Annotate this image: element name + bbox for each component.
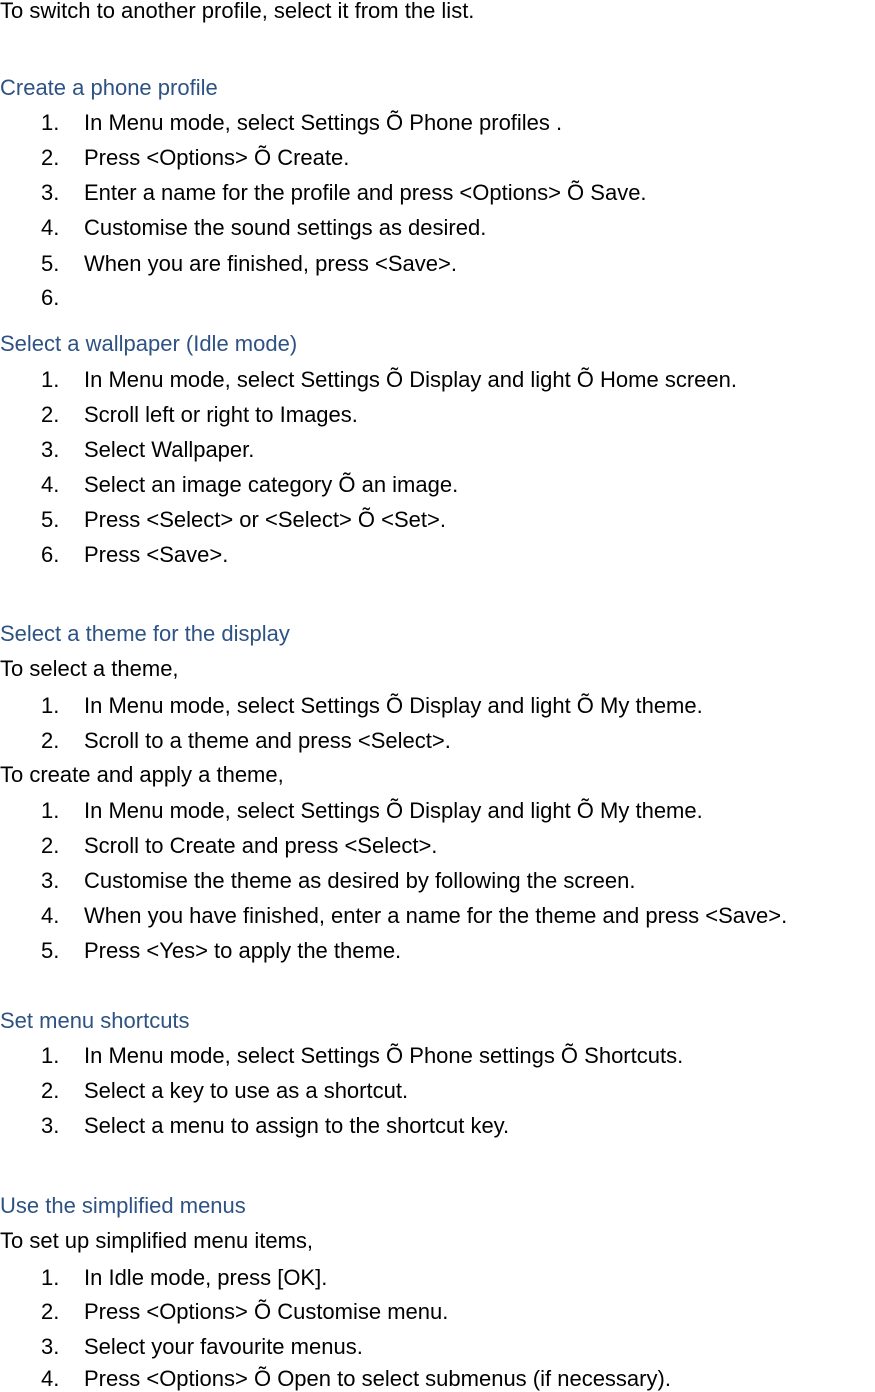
intro-text: To switch to another profile, select it from the list.: [0, 0, 475, 23]
step-text: In Menu mode, select Settings Õ Phone profiles .: [84, 110, 563, 135]
step-number: 5.: [41, 938, 60, 963]
step-number: 2.: [41, 728, 60, 753]
heading-set-menu-shortcuts: Set menu shortcuts: [0, 1008, 190, 1033]
step-number: 6.: [41, 542, 60, 567]
step-number: 3.: [41, 1334, 60, 1359]
heading-simplified-menus: Use the simplified menus: [0, 1193, 246, 1218]
step-text: Enter a name for the profile and press <Options> Õ Save.: [84, 180, 647, 205]
step-text: Customise the sound settings as desired.: [84, 215, 487, 240]
step-text: Select your favourite menus.: [84, 1334, 363, 1359]
step-text: In Menu mode, select Settings Õ Display and light Õ My theme.: [84, 798, 703, 823]
step-text: Press <Options> Õ Customise menu.: [84, 1299, 449, 1324]
simplified-intro: To set up simplified menu items,: [0, 1228, 314, 1253]
step-text: Press <Save>.: [84, 542, 229, 567]
theme-intro-create: To create and apply a theme,: [0, 762, 284, 787]
step-number: 1.: [41, 798, 60, 823]
step-number: 1.: [41, 693, 60, 718]
theme-intro-select: To select a theme,: [0, 656, 179, 681]
step-number: 2.: [41, 1078, 60, 1103]
step-text: In Menu mode, select Settings Õ Phone settings Õ Shortcuts.: [84, 1043, 684, 1068]
step-text: In Menu mode, select Settings Õ Display and light Õ Home screen.: [84, 367, 737, 392]
step-number: 3.: [41, 868, 60, 893]
step-text: Select a menu to assign to the shortcut key.: [84, 1113, 510, 1138]
step-text: Press <Yes> to apply the theme.: [84, 938, 402, 963]
step-number: 1.: [41, 1265, 60, 1290]
step-number: 3.: [41, 180, 60, 205]
step-number: 3.: [41, 1113, 60, 1138]
step-text: Select a key to use as a shortcut.: [84, 1078, 409, 1103]
step-number: 1.: [41, 110, 60, 135]
step-text: In Idle mode, press [OK].: [84, 1265, 328, 1290]
step-text: When you are finished, press <Save>.: [84, 251, 457, 276]
step-number: 5.: [41, 251, 60, 276]
step-number: 4.: [41, 215, 60, 240]
step-number: 2.: [41, 833, 60, 858]
step-number: 1.: [41, 1043, 60, 1068]
step-text: Scroll to a theme and press <Select>.: [84, 728, 451, 753]
step-number: 2.: [41, 145, 60, 170]
step-number: 5.: [41, 507, 60, 532]
heading-select-wallpaper: Select a wallpaper (Idle mode): [0, 331, 298, 356]
step-text: When you have finished, enter a name for the theme and press <Save>.: [84, 903, 788, 928]
step-number: 6.: [41, 285, 60, 310]
step-number: 1.: [41, 367, 60, 392]
step-text: In Menu mode, select Settings Õ Display and light Õ My theme.: [84, 693, 703, 718]
step-number: 3.: [41, 437, 60, 462]
step-text: Select Wallpaper.: [84, 437, 255, 462]
step-text: Press <Options> Õ Create.: [84, 145, 350, 170]
step-number: 2.: [41, 402, 60, 427]
step-text: Press <Options> Õ Open to select submenus (if necessary).: [84, 1366, 671, 1391]
step-number: 2.: [41, 1299, 60, 1324]
heading-select-theme: Select a theme for the display: [0, 621, 290, 646]
step-text: Scroll to Create and press <Select>.: [84, 833, 438, 858]
step-text: Customise the theme as desired by following the screen.: [84, 868, 636, 893]
step-text: Scroll left or right to Images.: [84, 402, 358, 427]
step-number: 4.: [41, 903, 60, 928]
heading-create-phone-profile: Create a phone profile: [0, 75, 218, 100]
step-number: 4.: [41, 1366, 60, 1391]
step-text: Press <Select> or <Select> Õ <Set>.: [84, 507, 446, 532]
step-number: 4.: [41, 472, 60, 497]
step-text: Select an image category Õ an image.: [84, 472, 459, 497]
